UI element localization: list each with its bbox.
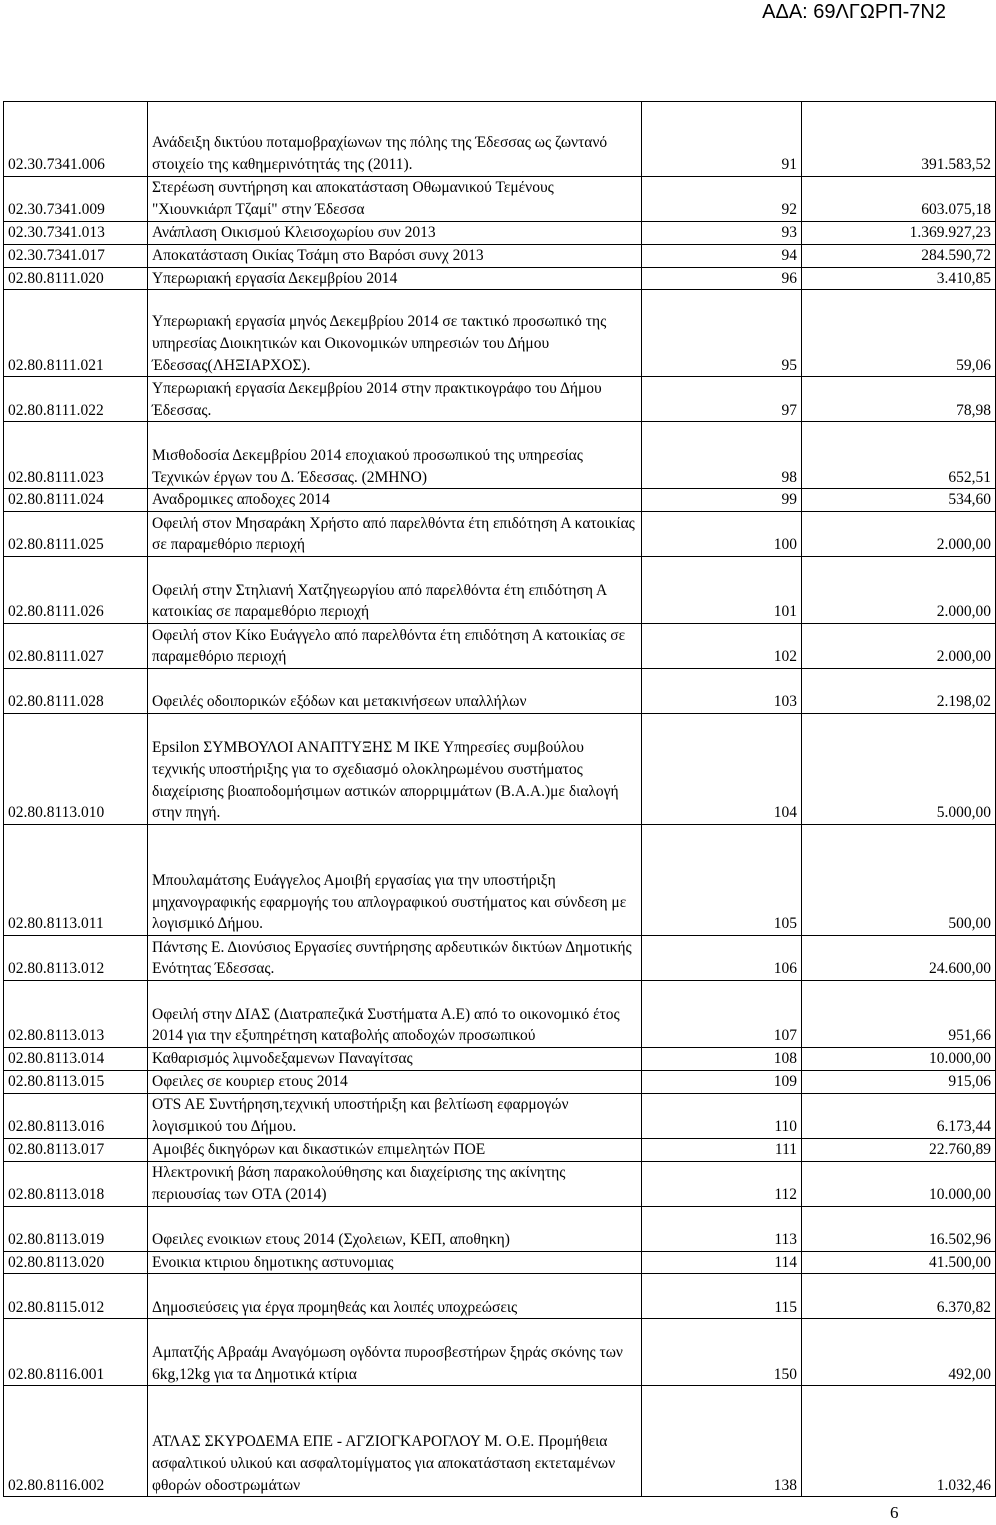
amount-cell: 59,06 <box>802 290 996 377</box>
account-code-cell: 02.80.8113.017 <box>4 1138 148 1161</box>
description-cell: Ανάδειξη δικτύου ποταμοβραχίωνων της πόλης της Έδεσσας ως ζωντανό στοιχείο της καθημερινότητάς της (2011). <box>148 102 642 177</box>
description-cell: Αμοιβές δικηγόρων και δικαστικών επιμελητών ΠΟΕ <box>148 1138 642 1161</box>
serial-number-cell: 95 <box>642 290 802 377</box>
page-number: 6 <box>890 1503 899 1522</box>
serial-number-cell: 98 <box>642 422 802 489</box>
description-cell: Μισθοδοσία Δεκεμβρίου 2014 εποχιακού προσωπικού της υπηρεσίας Τεχνικών έργων του Δ. Έδεσσας. (2ΜΗΝΟ) <box>148 422 642 489</box>
description-cell: OTS AE Συντήρηση,τεχνική υποστήριξη και βελτίωση εφαρμογών λογισμικού του Δήμου. <box>148 1093 642 1138</box>
account-code-cell: 02.80.8113.020 <box>4 1251 148 1274</box>
account-code-cell: 02.30.7341.006 <box>4 102 148 177</box>
amount-cell: 10.000,00 <box>802 1161 996 1206</box>
serial-number-cell: 114 <box>642 1251 802 1274</box>
table-row <box>4 244 996 267</box>
table-row <box>4 267 996 290</box>
account-code-cell: 02.80.8113.019 <box>4 1206 148 1251</box>
amount-cell: 534,60 <box>802 489 996 512</box>
serial-number-cell: 100 <box>642 512 802 557</box>
amount-cell: 78,98 <box>802 377 996 422</box>
serial-number-cell: 103 <box>642 669 802 714</box>
account-code-cell: 02.80.8111.027 <box>4 624 148 669</box>
table-row <box>4 1319 996 1386</box>
table-row <box>4 624 996 669</box>
amount-cell: 652,51 <box>802 422 996 489</box>
description-cell: Υπερωριακή εργασία Δεκεμβρίου 2014 <box>148 267 642 290</box>
table-row <box>4 1274 996 1319</box>
account-code-cell: 02.80.8111.026 <box>4 557 148 624</box>
description-cell: Πάντσης Ε. Διονύσιος Εργασίες συντήρησης αρδευτικών δικτύων Δημοτικής Ενότητας Έδεσσας. <box>148 936 642 981</box>
expense-table-body <box>4 102 996 1497</box>
account-code-cell: 02.80.8116.001 <box>4 1319 148 1386</box>
serial-number-cell: 97 <box>642 377 802 422</box>
description-cell: Epsilon ΣΥΜΒΟΥΛΟΙ ΑΝΑΠΤΥΞΗΣ Μ ΙΚΕ Υπηρεσίες συμβούλου τεχνικής υποστήριξης για το σχεδιασμό ολοκληρωμένου συστήματος διαχείρισης βιοαποδομήσιμων αστικών απορριμμάτων (Β.Α.Α.)με διαλογή στην πηγή. <box>148 714 642 825</box>
amount-cell: 284.590,72 <box>802 244 996 267</box>
serial-number-cell: 107 <box>642 981 802 1048</box>
amount-cell: 41.500,00 <box>802 1251 996 1274</box>
amount-cell: 10.000,00 <box>802 1048 996 1071</box>
amount-cell: 6.370,82 <box>802 1274 996 1319</box>
amount-cell: 915,06 <box>802 1070 996 1093</box>
table-row <box>4 177 996 222</box>
serial-number-cell: 113 <box>642 1206 802 1251</box>
serial-number-cell: 105 <box>642 825 802 936</box>
account-code-cell: 02.80.8113.012 <box>4 936 148 981</box>
account-code-cell: 02.80.8111.023 <box>4 422 148 489</box>
serial-number-cell: 109 <box>642 1070 802 1093</box>
expense-table <box>3 101 996 1497</box>
amount-cell: 3.410,85 <box>802 267 996 290</box>
table-row <box>4 825 996 936</box>
description-cell: Στερέωση συντήρηση και αποκατάσταση Οθωμανικού Τεμένους "Χιουνκιάρπ Τζαμί" στην Έδεσσα <box>148 177 642 222</box>
description-cell: Αναδρομικες αποδοχες 2014 <box>148 489 642 512</box>
description-cell: Ενοικια κτιριου δημοτικης αστυνομιας <box>148 1251 642 1274</box>
account-code-cell: 02.30.7341.013 <box>4 222 148 245</box>
description-cell: Οφειλες ενοικιων ετους 2014 (Σχολειων, ΚΕΠ, αποθηκη) <box>148 1206 642 1251</box>
description-cell: Αμπατζής Αβραάμ Αναγόμωση ογδόντα πυροσβεστήρων ξηράς σκόνης των 6kg,12kg για τα Δημοτικά κτίρια <box>148 1319 642 1386</box>
table-row <box>4 422 996 489</box>
table-row <box>4 1138 996 1161</box>
table-row <box>4 557 996 624</box>
description-cell: Καθαρισμός λιμνοδεξαμενων Παναγίτσας <box>148 1048 642 1071</box>
account-code-cell: 02.80.8115.012 <box>4 1274 148 1319</box>
amount-cell: 16.502,96 <box>802 1206 996 1251</box>
table-row <box>4 1251 996 1274</box>
table-row <box>4 714 996 825</box>
table-row <box>4 290 996 377</box>
table-row <box>4 512 996 557</box>
table-row <box>4 1161 996 1206</box>
serial-number-cell: 111 <box>642 1138 802 1161</box>
serial-number-cell: 150 <box>642 1319 802 1386</box>
amount-cell: 492,00 <box>802 1319 996 1386</box>
account-code-cell: 02.80.8113.015 <box>4 1070 148 1093</box>
serial-number-cell: 112 <box>642 1161 802 1206</box>
amount-cell: 1.369.927,23 <box>802 222 996 245</box>
account-code-cell: 02.80.8113.010 <box>4 714 148 825</box>
table-row <box>4 102 996 177</box>
serial-number-cell: 92 <box>642 177 802 222</box>
description-cell: Αποκατάσταση Οικίας Τσάμη στο Βαρόσι συνχ 2013 <box>148 244 642 267</box>
table-row <box>4 489 996 512</box>
amount-cell: 5.000,00 <box>802 714 996 825</box>
table-row <box>4 981 996 1048</box>
description-cell: Ηλεκτρονική βάση παρακολούθησης και διαχείρισης της ακίνητης περιουσίας των ΟΤΑ (2014) <box>148 1161 642 1206</box>
serial-number-cell: 110 <box>642 1093 802 1138</box>
account-code-cell: 02.80.8111.025 <box>4 512 148 557</box>
account-code-cell: 02.80.8113.016 <box>4 1093 148 1138</box>
account-code-cell: 02.80.8111.021 <box>4 290 148 377</box>
table-row <box>4 1070 996 1093</box>
account-code-cell: 02.80.8113.018 <box>4 1161 148 1206</box>
table-row <box>4 1386 996 1497</box>
serial-number-cell: 101 <box>642 557 802 624</box>
amount-cell: 2.000,00 <box>802 557 996 624</box>
serial-number-cell: 104 <box>642 714 802 825</box>
description-cell: Δημοσιεύσεις για έργα προμηθεάς και λοιπές υποχρεώσεις <box>148 1274 642 1319</box>
description-cell: Υπερωριακή εργασία Δεκεμβρίου 2014 στην πρακτικογράφο του Δήμου Έδεσσας. <box>148 377 642 422</box>
amount-cell: 1.032,46 <box>802 1386 996 1497</box>
amount-cell: 2.000,00 <box>802 512 996 557</box>
account-code-cell: 02.30.7341.017 <box>4 244 148 267</box>
serial-number-cell: 106 <box>642 936 802 981</box>
table-row <box>4 1048 996 1071</box>
description-cell: Οφειλες σε κουριερ ετους 2014 <box>148 1070 642 1093</box>
amount-cell: 24.600,00 <box>802 936 996 981</box>
account-code-cell: 02.80.8116.002 <box>4 1386 148 1497</box>
description-cell: Οφειλή στον Κίκο Ευάγγελο από παρελθόντα έτη επιδότηση Α κατοικίας σε παραμεθόριο περιοχή <box>148 624 642 669</box>
ada-code: ΑΔΑ: 69ΛΓΩΡΠ-7Ν2 <box>762 1 946 23</box>
account-code-cell: 02.80.8113.014 <box>4 1048 148 1071</box>
table-row <box>4 936 996 981</box>
table-row <box>4 1093 996 1138</box>
amount-cell: 6.173,44 <box>802 1093 996 1138</box>
table-row <box>4 377 996 422</box>
serial-number-cell: 115 <box>642 1274 802 1319</box>
serial-number-cell: 91 <box>642 102 802 177</box>
description-cell: Υπερωριακή εργασία μηνός Δεκεμβρίου 2014 σε τακτικό προσωπικό της υπηρεσίας Διοικητικών και Οικονομικών υπηρεσιών του Δήμου Έδεσσας(ΛΗΞΙΑΡΧΟΣ). <box>148 290 642 377</box>
account-code-cell: 02.30.7341.009 <box>4 177 148 222</box>
amount-cell: 951,66 <box>802 981 996 1048</box>
description-cell: Μπουλαμάτσης Ευάγγελος Αμοιβή εργασίας για την υποστήριξη μηχανογραφικής εφαρμογής του απλογραφικού συστήματος και σύνδεση με λογισμικό Δήμου. <box>148 825 642 936</box>
serial-number-cell: 94 <box>642 244 802 267</box>
amount-cell: 22.760,89 <box>802 1138 996 1161</box>
amount-cell: 2.198,02 <box>802 669 996 714</box>
account-code-cell: 02.80.8113.011 <box>4 825 148 936</box>
serial-number-cell: 99 <box>642 489 802 512</box>
serial-number-cell: 108 <box>642 1048 802 1071</box>
account-code-cell: 02.80.8111.022 <box>4 377 148 422</box>
description-cell: Οφειλή στην Στηλιανή Χατζηγεωργίου από παρελθόντα έτη επιδότηση Α κατοικίας σε παραμεθόριο περιοχή <box>148 557 642 624</box>
description-cell: Οφειλή στην ΔΙΑΣ (Διατραπεζικά Συστήματα Α.Ε) από το οικονομικό έτος 2014 για την εξυπηρέτηση καταβολής αποδοχών προσωπικού <box>148 981 642 1048</box>
amount-cell: 391.583,52 <box>802 102 996 177</box>
account-code-cell: 02.80.8111.020 <box>4 267 148 290</box>
amount-cell: 2.000,00 <box>802 624 996 669</box>
serial-number-cell: 102 <box>642 624 802 669</box>
account-code-cell: 02.80.8111.024 <box>4 489 148 512</box>
serial-number-cell: 93 <box>642 222 802 245</box>
description-cell: Οφειλή στον Μησαράκη Χρήστο από παρελθόντα έτη επιδότηση Α κατοικίας σε παραμεθόριο περιοχή <box>148 512 642 557</box>
description-cell: ΑΤΛΑΣ ΣΚΥΡΟΔΕΜΑ ΕΠΕ - ΑΓΖΙΟΓΚΑΡΟΓΛΟΥ Μ. Ο.Ε. Προμήθεια ασφαλτικού υλικού και ασφαλτομίγματος για αποκατάσταση εκτεταμένων φθορών οδοστρωμάτων <box>148 1386 642 1497</box>
account-code-cell: 02.80.8111.028 <box>4 669 148 714</box>
table-row <box>4 1206 996 1251</box>
description-cell: Οφειλές οδοιπορικών εξόδων και μετακινήσεων υπαλλήλων <box>148 669 642 714</box>
serial-number-cell: 138 <box>642 1386 802 1497</box>
table-row <box>4 222 996 245</box>
amount-cell: 603.075,18 <box>802 177 996 222</box>
table-row <box>4 669 996 714</box>
amount-cell: 500,00 <box>802 825 996 936</box>
serial-number-cell: 96 <box>642 267 802 290</box>
account-code-cell: 02.80.8113.013 <box>4 981 148 1048</box>
description-cell: Ανάπλαση Οικισμού Κλεισοχωρίου συν 2013 <box>148 222 642 245</box>
